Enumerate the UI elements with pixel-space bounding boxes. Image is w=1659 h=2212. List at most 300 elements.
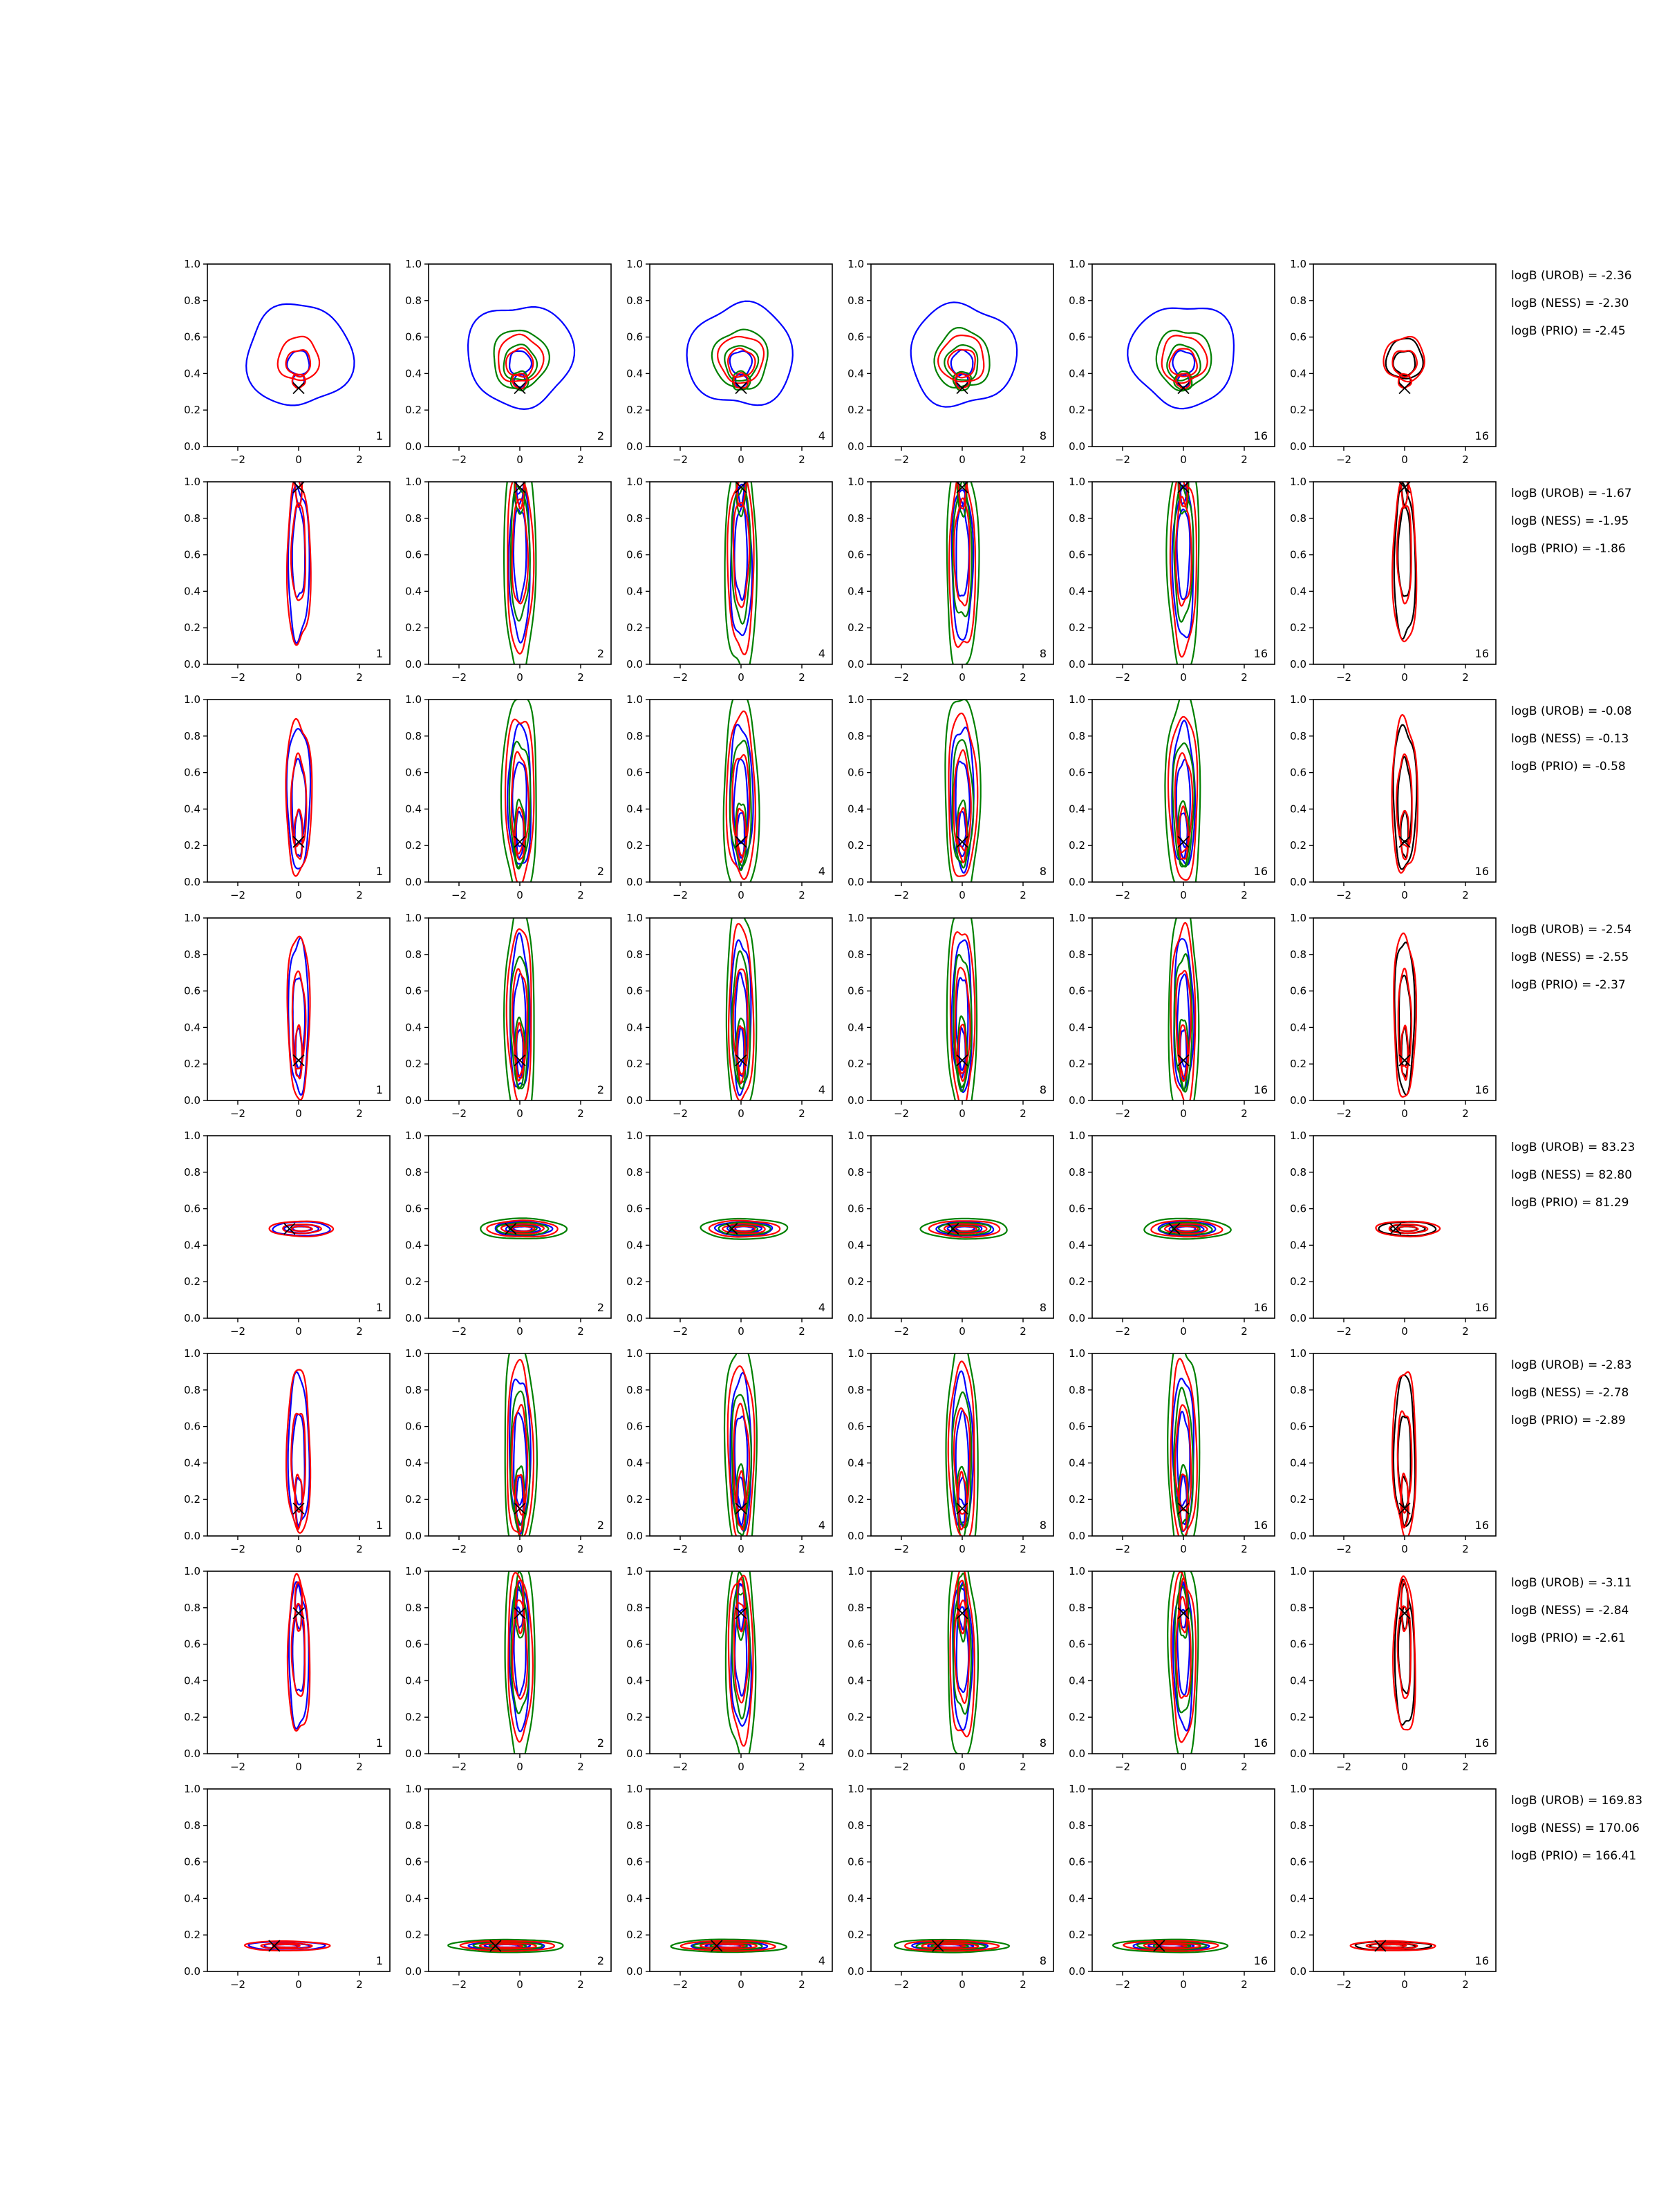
y-tick-label: 1.0 [1290,1783,1306,1795]
y-tick-label: 0.8 [626,1819,643,1832]
logb-stat-ness: logB (NESS) = -1.95 [1511,514,1629,528]
y-tick-label: 0.2 [847,1711,864,1724]
y-tick-label: 0.4 [847,803,864,816]
contour-layer [480,1218,567,1239]
y-tick-label: 0.0 [626,1312,643,1324]
y-tick-label: 0.4 [184,585,200,598]
panel-corner-label: 4 [818,429,825,442]
x-tick-label: 2 [577,1543,584,1555]
x-tick-label: −2 [451,889,467,901]
y-tick-label: 0.6 [626,330,643,344]
panel-corner-label: 16 [1474,1083,1489,1096]
y-tick-label: 0.4 [405,1674,422,1687]
y-tick-label: 0.8 [1290,729,1306,742]
y-tick-label: 0.0 [1069,440,1085,453]
y-tick-label: 0.8 [1290,512,1306,525]
panel-corner-label: 16 [1253,1301,1268,1314]
y-tick-label: 0.2 [1069,839,1085,852]
row-8-logb-stats [1511,1794,1642,1863]
y-tick-label: 0.8 [405,1383,422,1396]
x-tick-label: 2 [1241,671,1248,684]
panel-corner-label: 2 [597,1301,604,1314]
y-tick-label: 1.0 [405,693,422,706]
y-tick-label: 1.0 [405,1130,422,1142]
y-tick-label: 0.8 [626,512,643,525]
y-tick-label: 0.4 [626,585,643,598]
panel-corner-label: 2 [597,1954,604,1967]
panel-r7-c4 [847,1548,1053,1773]
x-tick-label: 2 [1462,453,1469,466]
panel-corner-label: 1 [375,1301,383,1314]
y-tick-label: 1.0 [1069,476,1085,488]
y-tick-label: 0.2 [405,1493,422,1506]
x-tick-label: 2 [798,453,805,466]
y-tick-label: 0.8 [184,1819,200,1832]
contour-layer [270,1221,334,1237]
x-tick-label: −2 [893,453,910,466]
x-tick-label: 0 [1180,671,1187,684]
panel-r4-c5 [1069,899,1275,1123]
logb-stat-urob: logB (UROB) = -2.83 [1511,1358,1632,1372]
x-tick-label: 2 [1462,1543,1469,1555]
x-tick-label: 0 [738,1978,744,1991]
y-tick-label: 0.6 [1069,548,1085,561]
y-tick-label: 0.2 [1290,1711,1306,1724]
y-tick-label: 0.6 [405,548,422,561]
x-tick-label: 0 [1180,1325,1187,1338]
panel-r2-c4 [847,444,1053,684]
x-tick-label: 0 [1180,1543,1187,1555]
x-tick-label: 2 [798,889,805,901]
contour-urob-level-2 [735,506,748,600]
y-tick-label: 0.4 [405,1021,422,1034]
y-tick-label: 1.0 [626,1783,643,1795]
contour-layer [911,302,1018,406]
y-tick-label: 0.8 [626,294,643,307]
y-tick-label: 0.6 [626,1420,643,1433]
x-tick-label: −2 [1114,1978,1131,1991]
y-tick-label: 0.2 [184,621,200,635]
y-tick-label: 0.0 [626,876,643,888]
x-tick-label: 2 [798,1107,805,1120]
y-tick-label: 0.6 [626,548,643,561]
y-tick-label: 0.4 [1290,367,1306,380]
x-tick-label: 2 [356,889,363,901]
logb-stat-prio: logB (PRIO) = 166.41 [1511,1849,1637,1863]
x-tick-label: 2 [356,1107,363,1120]
y-tick-label: 1.0 [1290,1130,1306,1142]
y-tick-label: 0.6 [1290,766,1306,779]
x-tick-label: 2 [1020,1543,1027,1555]
y-tick-label: 0.6 [1290,1202,1306,1215]
y-tick-label: 0.8 [184,948,200,961]
y-tick-label: 0.2 [1290,839,1306,852]
y-tick-label: 0.4 [626,1674,643,1687]
y-tick-label: 1.0 [405,912,422,924]
logb-stat-prio: logB (PRIO) = -2.37 [1511,978,1626,992]
y-tick-label: 0.6 [405,1420,422,1433]
x-tick-label: 0 [516,453,523,466]
contour-layer [726,1550,756,1765]
x-tick-label: 0 [738,1325,744,1338]
y-tick-label: 0.2 [1290,404,1306,417]
y-tick-label: 0.0 [184,658,200,671]
panel-corner-label: 16 [1474,429,1489,442]
y-tick-label: 0.6 [184,1638,200,1651]
y-tick-label: 0.0 [184,440,200,453]
y-tick-label: 0.2 [1290,1493,1306,1506]
y-tick-label: 0.2 [405,839,422,852]
logb-stat-prio: logB (PRIO) = -2.89 [1511,1414,1626,1427]
y-tick-label: 0.8 [184,729,200,742]
y-tick-label: 0.2 [405,621,422,635]
x-tick-label: −2 [672,1543,688,1555]
y-tick-label: 0.2 [626,839,643,852]
y-tick-label: 0.0 [405,1965,422,1978]
panel-corner-label: 16 [1253,429,1268,442]
y-tick-label: 0.8 [847,1819,864,1832]
x-tick-label: 2 [356,1978,363,1991]
y-tick-label: 0.0 [1069,658,1085,671]
contour-layer [671,1940,787,1953]
logb-stat-ness: logB (NESS) = -2.78 [1511,1386,1629,1400]
y-tick-label: 0.0 [626,1747,643,1760]
y-tick-label: 0.6 [405,1855,422,1868]
contour-layer [1393,1576,1416,1730]
y-tick-label: 0.4 [1069,1456,1085,1470]
x-tick-label: −2 [1335,889,1352,901]
panel-corner-label: 8 [1039,647,1047,660]
x-tick-label: 0 [959,889,966,901]
y-tick-label: 0.8 [1290,1165,1306,1179]
panel-corner-label: 4 [818,1519,825,1532]
logb-stat-ness: logB (NESS) = -2.30 [1511,297,1629,310]
y-tick-label: 0.2 [184,1929,200,1942]
y-tick-label: 0.2 [405,1275,422,1288]
y-tick-label: 1.0 [184,1783,200,1795]
y-tick-label: 0.6 [1290,1638,1306,1651]
y-tick-label: 1.0 [405,1565,422,1577]
y-tick-label: 0.4 [1290,1456,1306,1470]
y-tick-label: 0.8 [1069,1165,1085,1179]
y-tick-label: 0.0 [1069,1747,1085,1760]
x-tick-label: −2 [672,1761,688,1773]
y-tick-label: 0.8 [405,512,422,525]
y-tick-label: 0.2 [847,621,864,635]
x-tick-label: 2 [1020,1107,1027,1120]
x-tick-label: 0 [1401,1543,1408,1555]
x-tick-label: 2 [1020,671,1027,684]
panel-corner-label: 2 [597,647,604,660]
row-2-logb-stats [1511,487,1632,556]
x-tick-label: 2 [1020,1761,1027,1773]
y-tick-label: 1.0 [626,1130,643,1142]
y-tick-label: 0.4 [1290,1892,1306,1905]
panel-r6-c2 [405,1342,611,1564]
y-tick-label: 0.6 [405,766,422,779]
y-tick-label: 0.2 [1069,1275,1085,1288]
truth-marker [1399,383,1410,394]
y-tick-label: 0.6 [184,1855,200,1868]
y-tick-label: 0.4 [626,803,643,816]
y-tick-label: 1.0 [1069,1565,1085,1577]
y-tick-label: 1.0 [847,693,864,706]
y-tick-label: 0.6 [1290,1420,1306,1433]
contour-prio-level-1 [286,719,312,876]
contour-layer [1351,1941,1436,1951]
row-1-logb-stats [1511,269,1632,338]
y-tick-label: 0.4 [184,1456,200,1470]
y-tick-label: 0.2 [626,404,643,417]
x-tick-label: 2 [1020,1325,1027,1338]
y-tick-label: 0.0 [626,1094,643,1107]
x-tick-label: 2 [356,1325,363,1338]
x-tick-label: 0 [959,671,966,684]
y-tick-label: 1.0 [1069,258,1085,270]
axes-frame [1092,918,1275,1100]
x-tick-label: −2 [229,453,246,466]
contour-layer [1168,1338,1199,1569]
contour-layer [288,937,310,1100]
panel-r5-c4 [847,1130,1053,1338]
y-tick-label: 0.2 [626,1929,643,1942]
x-tick-label: 2 [577,1107,584,1120]
x-tick-label: 2 [356,1543,363,1555]
y-tick-label: 1.0 [1290,912,1306,924]
y-tick-label: 1.0 [184,1130,200,1142]
y-tick-label: 0.2 [184,1275,200,1288]
y-tick-label: 0.0 [626,658,643,671]
y-tick-label: 0.2 [1290,621,1306,635]
x-tick-label: −2 [229,1761,246,1773]
y-tick-label: 0.0 [405,1747,422,1760]
panel-r8-c5 [1069,1783,1275,1991]
x-tick-label: 2 [1462,1761,1469,1773]
y-tick-label: 1.0 [184,1347,200,1360]
contour-layer [501,698,536,903]
y-tick-label: 0.6 [626,1202,643,1215]
contour-layer [947,444,980,673]
y-tick-label: 0.4 [1069,1239,1085,1252]
x-tick-label: 2 [798,1978,805,1991]
y-tick-label: 0.6 [1290,330,1306,344]
panel-r3-c1 [184,693,390,901]
contour-layer [287,456,311,646]
y-tick-label: 0.0 [184,1965,200,1978]
y-tick-label: 0.4 [626,1456,643,1470]
logb-stat-ness: logB (NESS) = 170.06 [1511,1821,1640,1835]
y-tick-label: 0.2 [184,404,200,417]
y-tick-label: 0.8 [1069,729,1085,742]
x-tick-label: 0 [738,1543,744,1555]
x-tick-label: −2 [672,1107,688,1120]
x-tick-label: −2 [893,1761,910,1773]
x-tick-label: −2 [672,671,688,684]
y-tick-label: 0.0 [1069,1094,1085,1107]
y-tick-label: 0.8 [405,948,422,961]
y-tick-label: 1.0 [626,912,643,924]
y-tick-label: 0.2 [1069,1711,1085,1724]
y-tick-label: 0.6 [847,1855,864,1868]
panel-corner-label: 4 [818,647,825,660]
y-tick-label: 0.4 [184,367,200,380]
contour-layer [288,1574,310,1731]
x-tick-label: 2 [1462,1978,1469,1991]
contour-ness-level-1 [712,330,768,389]
y-tick-label: 0.2 [626,1275,643,1288]
axes-frame [429,264,611,447]
y-tick-label: 0.2 [184,1058,200,1071]
logb-stat-urob: logB (UROB) = -1.67 [1511,487,1632,500]
panel-r8-c2 [405,1783,611,1991]
contour-layer [1113,1940,1228,1953]
y-tick-label: 0.0 [1290,1094,1306,1107]
contour-prio-level-3 [272,1944,299,1948]
contour-ness-level-1 [1156,330,1212,391]
y-tick-label: 0.2 [1069,1058,1085,1071]
panel-r3-c2 [405,693,611,903]
contour-layer [505,1555,535,1768]
y-tick-label: 0.0 [405,876,422,888]
y-tick-label: 0.0 [184,1747,200,1760]
x-tick-label: 0 [959,1978,966,1991]
y-tick-label: 0.0 [1069,1965,1085,1978]
contour-layer [468,307,574,409]
y-tick-label: 0.4 [405,585,422,598]
x-tick-label: 2 [577,1978,584,1991]
x-tick-label: 0 [516,1543,523,1555]
y-tick-label: 1.0 [1069,693,1085,706]
y-tick-label: 0.8 [847,948,864,961]
y-tick-label: 1.0 [626,476,643,488]
x-tick-label: 0 [516,889,523,901]
x-tick-label: 0 [295,671,302,684]
x-tick-label: 0 [1180,1978,1187,1991]
panel-corner-label: 16 [1253,1083,1268,1096]
panel-corner-label: 1 [375,865,383,878]
y-tick-label: 0.4 [184,1021,200,1034]
panel-r7-c6 [1290,1565,1496,1773]
x-tick-label: −2 [451,1543,467,1555]
y-tick-label: 0.2 [626,621,643,635]
axes-frame [1313,264,1496,447]
x-tick-label: −2 [893,1543,910,1555]
x-tick-label: 0 [295,1978,302,1991]
contour-layer [1392,1372,1416,1539]
x-tick-label: 0 [516,1107,523,1120]
x-tick-label: 0 [1401,1325,1408,1338]
panel-corner-label: 8 [1039,1083,1047,1096]
x-tick-label: 0 [516,1978,523,1991]
contour-layer [1144,1219,1231,1239]
x-tick-label: 0 [516,671,523,684]
y-tick-label: 0.0 [1290,876,1306,888]
logb-stat-prio: logB (PRIO) = -2.61 [1511,1631,1626,1645]
contour-prio-level-1 [1393,1576,1416,1730]
x-tick-label: −2 [1114,1761,1131,1773]
y-tick-label: 0.6 [847,330,864,344]
x-tick-label: −2 [893,1325,910,1338]
y-tick-label: 0.4 [1069,585,1085,598]
x-tick-label: −2 [1335,453,1352,466]
panel-r6-c1 [184,1347,390,1555]
x-tick-label: −2 [451,1107,467,1120]
contour-urob-level-2 [514,509,526,602]
contour-layer [505,1342,537,1564]
axes-frame [207,264,390,447]
y-tick-label: 0.4 [1290,1674,1306,1687]
x-tick-label: 0 [295,889,302,901]
panel-r4-c4 [847,909,1053,1134]
y-tick-label: 0.8 [184,1383,200,1396]
panel-corner-label: 4 [818,1083,825,1096]
y-tick-label: 1.0 [184,1565,200,1577]
y-tick-label: 1.0 [847,1783,864,1795]
panel-corner-label: 4 [818,1301,825,1314]
y-tick-label: 0.8 [626,1165,643,1179]
contour-prio-level-2 [1170,349,1197,377]
y-tick-label: 0.8 [1290,948,1306,961]
contour-prio-level-1 [270,1221,334,1237]
y-tick-label: 0.0 [1290,1747,1306,1760]
y-tick-label: 0.2 [626,1493,643,1506]
y-tick-label: 0.2 [847,1929,864,1942]
y-tick-label: 0.4 [1290,803,1306,816]
y-tick-label: 0.8 [847,1383,864,1396]
panel-corner-label: 16 [1253,647,1268,660]
y-tick-label: 0.0 [847,876,864,888]
y-tick-label: 0.8 [626,729,643,742]
x-tick-label: 2 [798,1543,805,1555]
x-tick-label: 0 [738,453,744,466]
panel-corner-label: 2 [597,1083,604,1096]
y-tick-label: 0.6 [1069,1638,1085,1651]
x-tick-label: −2 [229,1543,246,1555]
panel-corner-label: 16 [1474,647,1489,660]
y-tick-label: 0.4 [1069,1892,1085,1905]
contour-layer [946,1332,978,1557]
y-tick-label: 0.2 [626,1058,643,1071]
panel-corner-label: 8 [1039,1954,1047,1967]
y-tick-label: 0.6 [1069,984,1085,997]
y-tick-label: 0.6 [626,766,643,779]
y-tick-label: 0.4 [847,1892,864,1905]
y-tick-label: 0.4 [847,1239,864,1252]
x-tick-label: 2 [356,453,363,466]
y-tick-label: 1.0 [1290,1347,1306,1360]
panel-r5-c5 [1069,1130,1275,1338]
panel-r4-c6 [1290,912,1496,1120]
contour-urob-level-2 [730,351,752,376]
y-tick-label: 0.4 [1290,585,1306,598]
x-tick-label: −2 [229,1107,246,1120]
y-tick-label: 0.6 [184,1202,200,1215]
contour-urob-level-2 [956,505,968,596]
x-tick-label: 2 [1241,889,1248,901]
x-tick-label: 2 [577,889,584,901]
contour-urob-level-2 [1177,509,1190,599]
y-tick-label: 0.4 [1290,1239,1306,1252]
panel-r3-c4 [847,693,1053,905]
panel-r2-c1 [184,456,390,684]
y-tick-label: 0.4 [184,803,200,816]
panel-corner-label: 8 [1039,1301,1047,1314]
contour-layer [1127,308,1234,409]
y-tick-label: 0.6 [184,1420,200,1433]
axes-frame [429,918,611,1100]
y-tick-label: 0.4 [626,1892,643,1905]
x-tick-label: −2 [893,889,910,901]
